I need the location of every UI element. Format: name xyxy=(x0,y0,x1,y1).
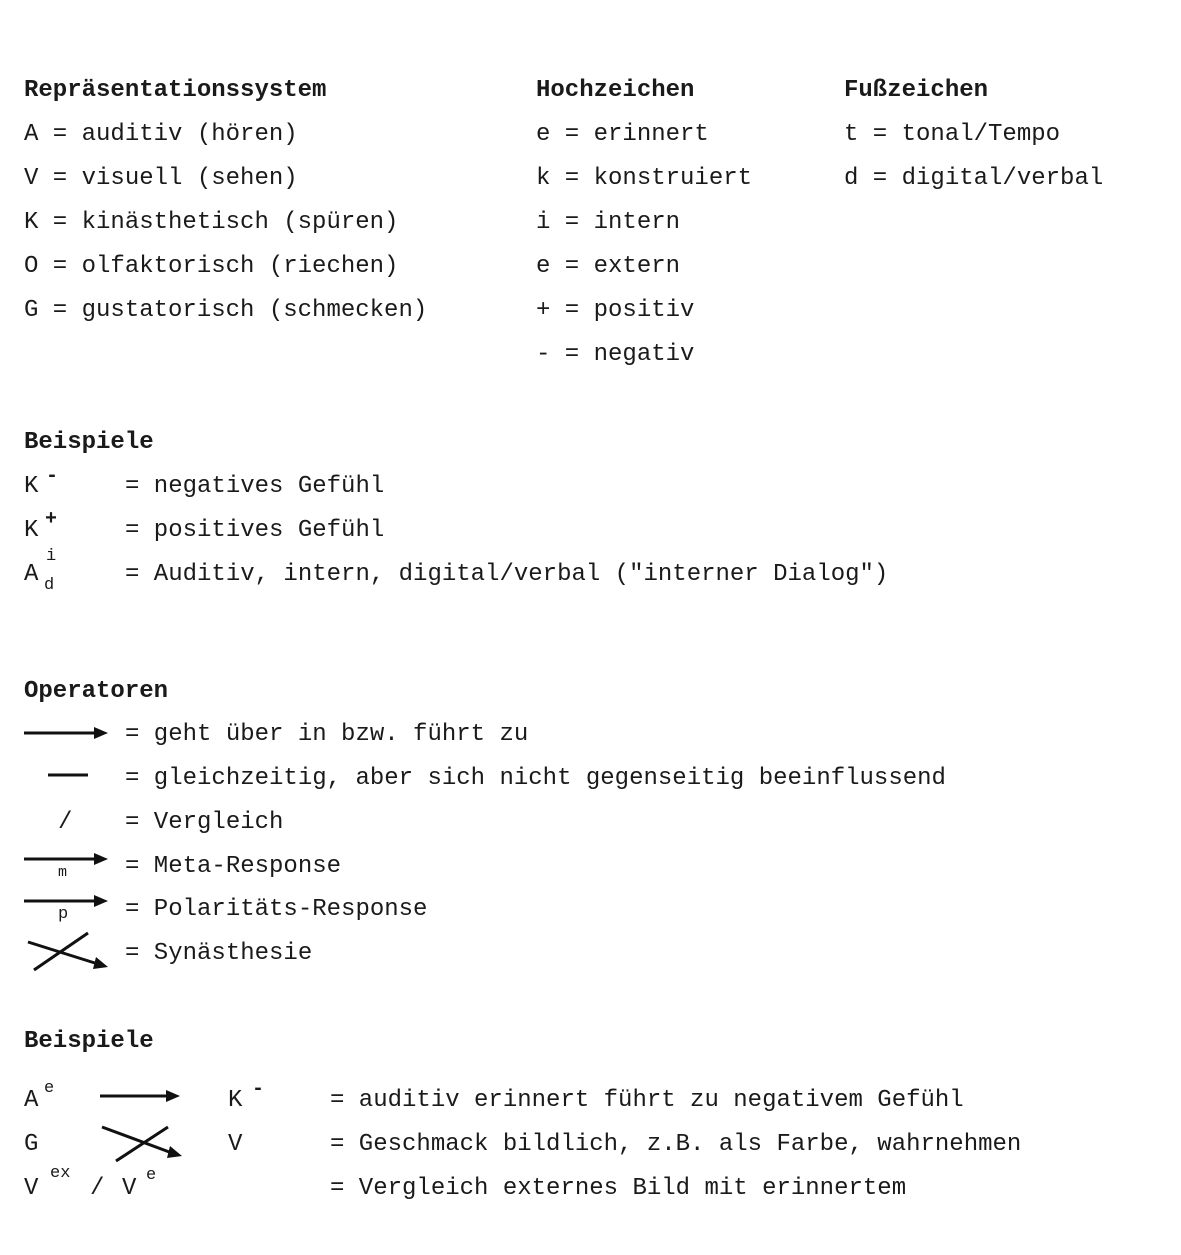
repr-item-gustatorisch: G = gustatorisch (schmecken) xyxy=(24,297,428,324)
example-desc-k-pos: = positives Gefühl xyxy=(125,517,385,544)
header-superscripts: Hochzeichen xyxy=(536,77,695,104)
example2-right-v: V xyxy=(228,1131,243,1158)
example-symbol-a-id: A xyxy=(24,561,39,588)
operator-desc-dash: = gleichzeitig, aber sich nicht gegenseitig beeinflussend xyxy=(125,765,946,792)
hoch-item-positiv: + = positiv xyxy=(536,297,695,324)
header-representation-system: Repräsentationssystem xyxy=(24,77,327,104)
repr-item-auditiv: A = auditiv (hören) xyxy=(24,121,298,148)
example-sub-d: d xyxy=(44,576,55,595)
example2-right-sup-minus: - xyxy=(252,1078,265,1101)
operators-title: Operatoren xyxy=(24,678,169,705)
repr-item-visuell: V = visuell (sehen) xyxy=(24,165,298,192)
example2-right-v-e: V xyxy=(122,1175,137,1202)
example-symbol-k-pos: K xyxy=(24,517,39,544)
example2-right-k: K xyxy=(228,1087,243,1114)
operator-desc-synesthesia: = Synästhesie xyxy=(125,940,313,967)
repr-item-olfaktorisch: O = olfaktorisch (riechen) xyxy=(24,253,399,280)
slash-symbol: / xyxy=(58,809,73,836)
example-sup-i: i xyxy=(46,547,57,566)
header-subscripts: Fußzeichen xyxy=(844,77,989,104)
examples-title-2: Beispiele xyxy=(24,1028,154,1055)
arrow-right-icon xyxy=(24,724,110,742)
repr-item-kinaesthetisch: K = kinästhetisch (spüren) xyxy=(24,209,399,236)
example2-left-sup-ex: ex xyxy=(50,1164,71,1183)
example2-slash: / xyxy=(90,1175,105,1202)
operator-desc-meta: = Meta-Response xyxy=(125,853,342,880)
synesthesia-cross-icon xyxy=(100,1121,188,1165)
hoch-item-negativ: - = negativ xyxy=(536,341,695,368)
polarity-arrow-label: p xyxy=(58,905,69,924)
operator-desc-polarity: = Polaritäts-Response xyxy=(125,896,428,923)
example2-left-g: G xyxy=(24,1131,39,1158)
example2-desc-2: = Geschmack bildlich, z.B. als Farbe, wahrnehmen xyxy=(330,1131,1022,1158)
hoch-item-erinnert: e = erinnert xyxy=(536,121,709,148)
example2-desc-1: = auditiv erinnert führt zu negativem Gefühl xyxy=(330,1087,964,1114)
example2-left-a: A xyxy=(24,1087,39,1114)
hoch-item-intern: i = intern xyxy=(536,209,681,236)
example2-left-v: V xyxy=(24,1175,39,1202)
example-sup-minus: - xyxy=(46,465,59,488)
examples-title-1: Beispiele xyxy=(24,429,154,456)
fuss-item-digital: d = digital/verbal xyxy=(844,165,1104,192)
meta-arrow-label: m xyxy=(58,864,68,881)
example-sup-plus: + xyxy=(45,508,58,531)
example-desc-k-neg: = negatives Gefühl xyxy=(125,473,385,500)
synesthesia-cross-icon xyxy=(24,930,112,974)
example2-desc-3: = Vergleich externes Bild mit erinnertem xyxy=(330,1175,907,1202)
hoch-item-konstruiert: k = konstruiert xyxy=(536,165,753,192)
hoch-item-extern: e = extern xyxy=(536,253,681,280)
fuss-item-tonal: t = tonal/Tempo xyxy=(844,121,1061,148)
dash-icon xyxy=(48,768,90,782)
example2-right-sup-e: e xyxy=(146,1166,157,1185)
operator-desc-slash: = Vergleich xyxy=(125,809,284,836)
operator-desc-arrow: = geht über in bzw. führt zu xyxy=(125,721,529,748)
example2-left-sup-e: e xyxy=(44,1079,55,1098)
example-symbol-k-neg: K xyxy=(24,473,39,500)
arrow-right-icon xyxy=(100,1087,186,1105)
example-desc-a-id: = Auditiv, intern, digital/verbal ("interner Dialog") xyxy=(125,561,889,588)
